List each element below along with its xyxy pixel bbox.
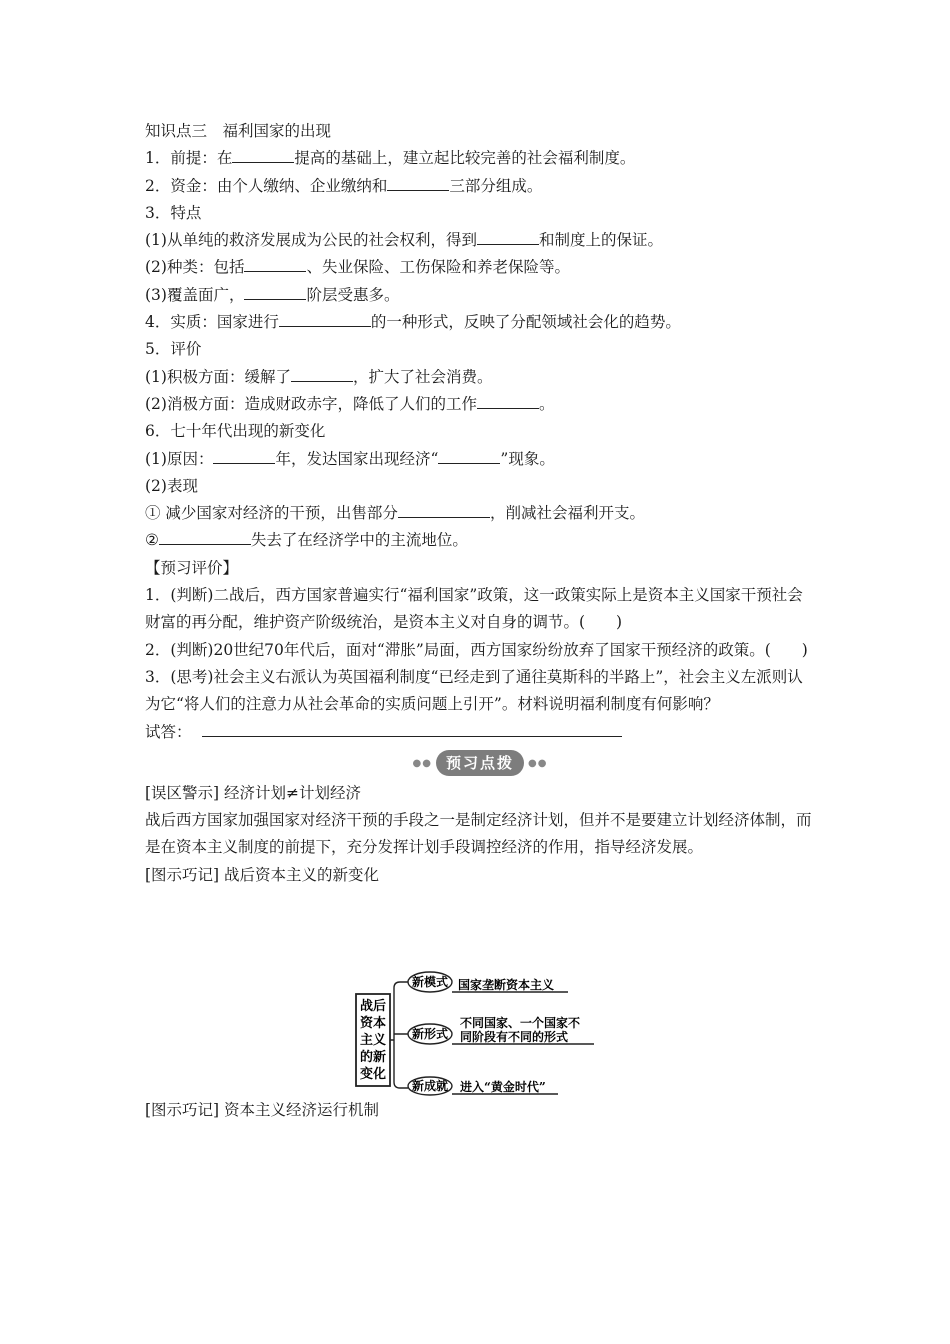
item-essence: 4．实质：国家进行 的一种形式，反映了分配领域社会化的趋势。 xyxy=(145,313,681,332)
fill-blank[interactable] xyxy=(477,230,539,245)
item-features-heading: 3．特点 xyxy=(145,203,202,222)
review-question-3: 3．(思考)社会主义右派认为英国福利制度“已经走到了通往莫斯科的半路上”，社会主义左派则认为它“将人们的注意力从社会革命的实质问题上引开”。材料说明福利制度有何影响？ xyxy=(145,667,803,714)
item-feature-1: (1)从单纯的救济发展成为公民的社会权利，得到 和制度上的保证。 xyxy=(145,231,663,250)
fill-blank[interactable] xyxy=(291,367,353,382)
fill-blank[interactable] xyxy=(244,285,306,300)
item-evaluation-negative: (2)消极方面：造成财政赤字，降低了人们的工作 。 xyxy=(145,394,555,413)
fill-blank[interactable] xyxy=(279,312,371,327)
node-label: 新成就 xyxy=(411,1079,449,1093)
item-seventies-manifest: (2)表现 xyxy=(145,476,198,495)
warning-title: [误区警示] 经济计划≠计划经济 xyxy=(145,783,362,802)
item-seventies-heading: 6．七十年代出现的新变化 xyxy=(145,422,326,441)
item-funding: 2．资金：由个人缴纳、企业缴纳和 三部分组成。 xyxy=(145,176,543,195)
review-title: 【预习评价】 xyxy=(145,558,239,577)
root-text: 主义 xyxy=(359,1033,387,1048)
fill-blank[interactable] xyxy=(438,449,500,464)
root-text: 战后 xyxy=(359,999,387,1014)
item-manifest-2: ② 失去了在经济学中的主流地位。 xyxy=(145,531,468,550)
item-premise: 1．前提：在 提高的基础上，建立起比较完善的社会福利制度。 xyxy=(145,149,636,168)
banner-label: 预习点拨 xyxy=(436,750,524,776)
item-manifest-1: ① 减少国家对经济的干预，出售部分 ，削减社会福利开支。 xyxy=(145,504,645,523)
review-question-2: 2．(判断)20世纪70年代后，面对“滞胀”局面，西方国家纷纷放弃了国家干预经济的政策。( ) xyxy=(145,640,808,659)
node-label: 新模式 xyxy=(411,975,449,989)
answer-label: 试答： xyxy=(145,722,192,741)
root-text: 资本 xyxy=(359,1016,387,1031)
root-text: 的新 xyxy=(359,1050,387,1065)
fill-blank[interactable] xyxy=(232,148,294,163)
dots-decoration: ●● xyxy=(528,757,548,769)
item-feature-2: (2)种类：包括 、失业保险、工伤保险和养老保险等。 xyxy=(145,258,570,277)
document-page xyxy=(145,118,815,889)
diagram2-title: [图示巧记] 资本主义经济运行机制 xyxy=(145,1101,380,1119)
item-feature-3: (3)覆盖面广， 阶层受惠多。 xyxy=(145,285,400,304)
fill-blank[interactable] xyxy=(159,530,251,545)
mind-map-diagram xyxy=(350,970,610,1096)
warning-text: 战后西方国家加强国家对经济干预的手段之一是制定经济计划，但并不是要建立计划经济体制，而是在资本主义制度的前提下，充分发挥计划手段调控经济的作用，指导经济发展。 xyxy=(145,811,812,857)
mind-map-svg xyxy=(350,970,610,1096)
dots-decoration: ●● xyxy=(412,757,432,769)
fill-blank[interactable] xyxy=(387,176,449,191)
fill-blank[interactable] xyxy=(398,503,490,518)
branch-desc: 国家垄断资本主义 xyxy=(458,978,555,992)
fill-blank[interactable] xyxy=(477,394,539,409)
fill-blank[interactable] xyxy=(213,449,275,464)
node-label: 新形式 xyxy=(411,1027,449,1041)
branch-desc: 进入“黄金时代” xyxy=(460,1080,546,1094)
section-banner xyxy=(145,750,815,778)
root-text: 变化 xyxy=(359,1067,387,1082)
item-seventies-cause: (1)原因： 年，发达国家出现经济“ ”现象。 xyxy=(145,449,555,468)
item-evaluation-heading: 5．评价 xyxy=(145,340,202,359)
section-title: 知识点三 福利国家的出现 xyxy=(145,122,332,140)
fill-blank[interactable] xyxy=(244,257,306,272)
branch-desc: 同阶段有不同的形式 xyxy=(460,1030,569,1044)
diagram-title: [图示巧记] 战后资本主义的新变化 xyxy=(145,865,380,884)
branch-desc: 不同国家、一个国家不 xyxy=(460,1016,581,1030)
review-question-1: 1．(判断)二战后，西方国家普遍实行“福利国家”政策，这一政策实际上是资本主义国家干预社会财富的再分配，维护资产阶级统治，是资本主义对自身的调节。( ) xyxy=(145,586,803,632)
answer-row xyxy=(145,719,815,746)
item-evaluation-positive: (1)积极方面：缓解了 ，扩大了社会消费。 xyxy=(145,367,493,386)
connector-lines xyxy=(390,982,408,1088)
answer-line[interactable] xyxy=(202,720,622,737)
